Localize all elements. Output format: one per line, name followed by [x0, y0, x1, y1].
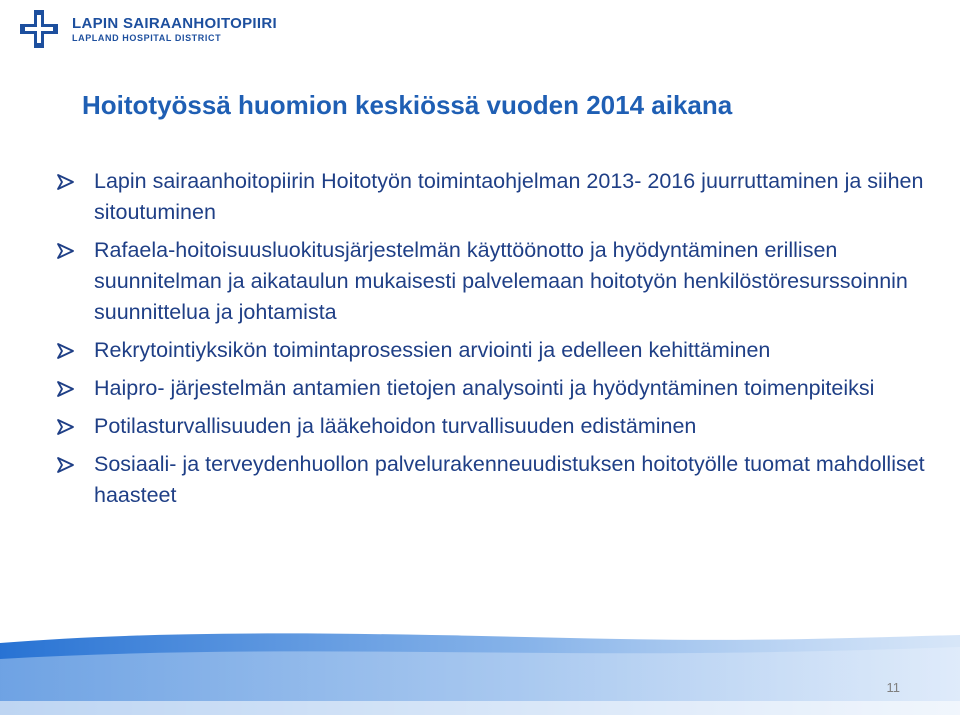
bullet-text: Lapin sairaanhoitopiirin Hoitotyön toimintaohjelman 2013- 2016 juurruttaminen ja siihen sitoutuminen — [94, 169, 924, 224]
arrow-bullet-icon — [56, 235, 94, 266]
slide-title: Hoitotyössä huomion keskiössä vuoden 2014 aikana — [82, 90, 733, 120]
page-number: 11 — [886, 680, 900, 695]
organization-subtitle: LAPLAND HOSPITAL DISTRICT — [72, 32, 222, 43]
arrow-bullet-icon — [56, 411, 94, 442]
organization-logo — [18, 8, 277, 50]
bullet-text: Haipro- järjestelmän antamien tietojen analysointi ja hyödyntäminen toimenpiteiksi — [94, 376, 875, 400]
arrow-bullet-icon — [56, 449, 94, 480]
bullet-item — [56, 449, 936, 511]
footer-wave — [0, 625, 960, 715]
bullet-item — [56, 235, 936, 328]
bullet-text: Potilasturvallisuuden ja lääkehoidon turvallisuuden edistäminen — [94, 414, 697, 438]
organization-name: LAPIN SAIRAANHOITOPIIRI — [72, 14, 277, 32]
arrow-bullet-icon — [56, 335, 94, 366]
arrow-bullet-icon — [56, 166, 94, 197]
bullet-item — [56, 166, 936, 228]
bullet-item — [56, 411, 936, 442]
bullet-item — [56, 335, 936, 366]
organization-name-block — [72, 15, 277, 44]
bullet-text: Sosiaali- ja terveydenhuollon palvelurakenneuudistuksen hoitotyölle tuomat mahdolliset haasteet — [94, 452, 925, 507]
bullet-text: Rafaela-hoitoisuusluokitusjärjestelmän käyttöönotto ja hyödyntäminen erillisen suunnitelman ja aikataulun mukaisesti palvelemaan hoitotyön henkilöstöresurssoinnin suunnittelua ja johtamista — [94, 238, 908, 324]
arrow-bullet-icon — [56, 373, 94, 404]
bullet-item — [56, 373, 936, 404]
bullet-list — [56, 166, 936, 518]
red-cross-logo-icon — [18, 8, 60, 50]
bullet-text: Rekrytointiyksikön toimintaprosessien arviointi ja edelleen kehittäminen — [94, 338, 771, 362]
